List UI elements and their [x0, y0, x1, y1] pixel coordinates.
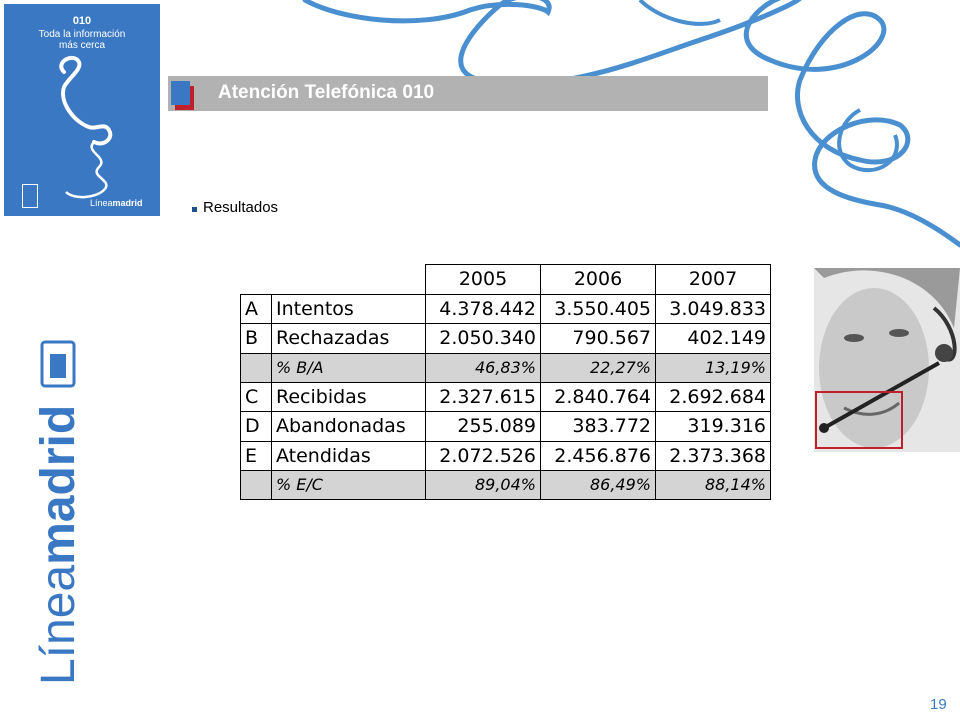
results-table: [240, 264, 771, 500]
value-cell: 13,19%: [656, 353, 771, 382]
poster-tagline-2: más cerca: [58, 40, 106, 51]
value-cell: 790.567: [541, 324, 656, 354]
value-cell: 402.149: [656, 324, 771, 354]
poster-number: 010: [72, 15, 92, 27]
value-cell: 2.050.340: [426, 324, 541, 354]
value-cell: 383.772: [541, 412, 656, 442]
value-cell: 88,14%: [656, 471, 771, 500]
table-row: [241, 412, 771, 442]
table-row: [241, 441, 771, 471]
table-row: [241, 294, 771, 324]
value-cell: 2.327.615: [426, 382, 541, 412]
row-letter: E: [241, 441, 272, 471]
row-letter: D: [241, 412, 272, 442]
value-cell: 2.072.526: [426, 441, 541, 471]
year-header: 2007: [656, 265, 771, 295]
row-letter: [241, 353, 272, 382]
side-brand-light: Línea: [32, 564, 85, 685]
page-number: 19: [930, 696, 947, 713]
value-cell: 2.373.368: [656, 441, 771, 471]
value-cell: 2.692.684: [656, 382, 771, 412]
value-cell: 3.550.405: [541, 294, 656, 324]
year-header: 2005: [426, 265, 541, 295]
row-label: Recibidas: [272, 382, 426, 412]
year-header: 2006: [541, 265, 656, 295]
row-letter: B: [241, 324, 272, 354]
value-cell: 46,83%: [426, 353, 541, 382]
operator-photo: [814, 268, 960, 452]
value-cell: 4.378.442: [426, 294, 541, 324]
value-cell: 2.456.876: [541, 441, 656, 471]
brand-poster: [4, 4, 160, 216]
value-cell: 89,04%: [426, 471, 541, 500]
value-cell: 255.089: [426, 412, 541, 442]
value-cell: 3.049.833: [656, 294, 771, 324]
row-label: Atendidas: [272, 441, 426, 471]
header-blank-cell: [241, 265, 272, 295]
row-label: Abandonadas: [272, 412, 426, 442]
bullet-icon: [192, 207, 197, 212]
title-square-icon: [170, 79, 196, 111]
row-letter: [241, 471, 272, 500]
table-header-row: [241, 265, 771, 295]
row-label: % E/C: [272, 471, 426, 500]
value-cell: 22,27%: [541, 353, 656, 382]
poster-tagline-1: Toda la información: [38, 29, 126, 40]
row-letter: C: [241, 382, 272, 412]
row-label: Intentos: [272, 294, 426, 324]
value-cell: 86,49%: [541, 471, 656, 500]
vertical-brand-logo: [30, 340, 86, 690]
percentage-row: [241, 471, 771, 500]
row-letter: A: [241, 294, 272, 324]
telephone-icon: [34, 52, 134, 202]
table-row: [241, 324, 771, 354]
section-label: Resultados: [203, 199, 279, 216]
value-cell: 2.840.764: [541, 382, 656, 412]
side-brand-bold: madrid: [32, 404, 85, 565]
header-blank-cell: [272, 265, 426, 295]
crest-icon: [22, 184, 38, 208]
row-label: Rechazadas: [272, 324, 426, 354]
value-cell: 319.316: [656, 412, 771, 442]
table-row: [241, 382, 771, 412]
percentage-row: [241, 353, 771, 382]
page-title: Atención Telefónica 010: [218, 82, 435, 103]
row-label: % B/A: [272, 353, 426, 382]
svg-text:Líneamadrid: [32, 405, 85, 685]
poster-brand: Líneamadrid: [90, 198, 143, 208]
